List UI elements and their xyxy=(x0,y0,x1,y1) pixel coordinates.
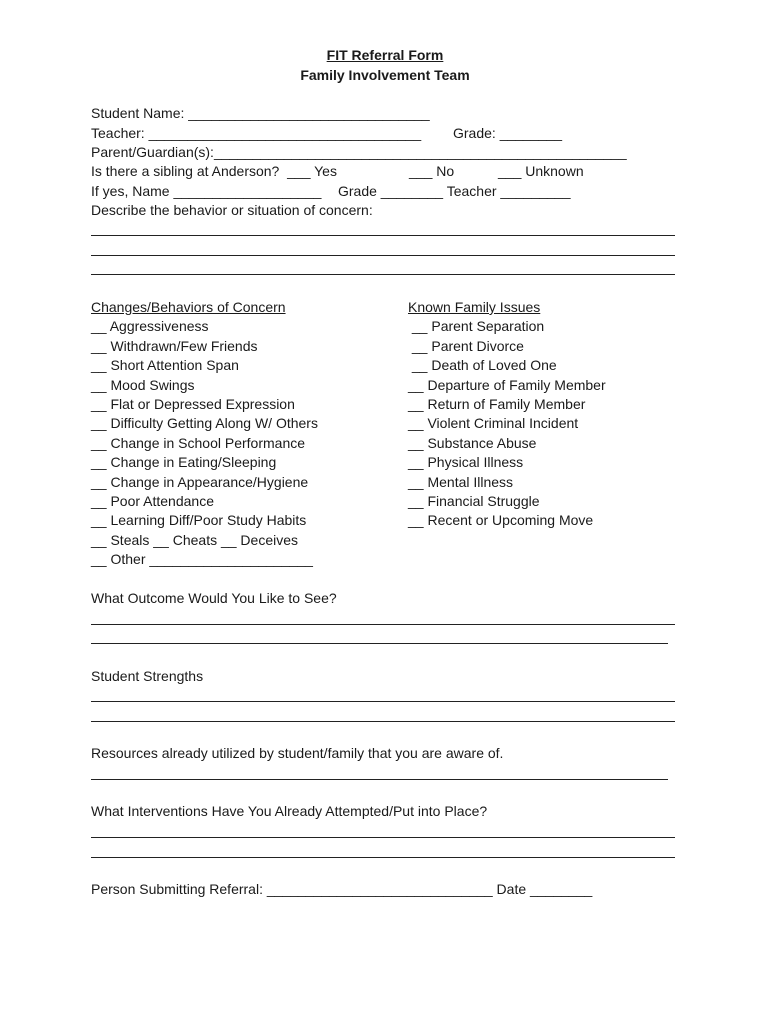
changes-item[interactable]: __ Mood Swings xyxy=(91,377,195,393)
sibling-unknown-option[interactable]: ___ Unknown xyxy=(498,163,584,179)
family-issue-item[interactable]: __ Parent Separation xyxy=(408,318,545,334)
family-issue-item[interactable]: __ Violent Criminal Incident xyxy=(408,415,579,431)
changes-item[interactable]: __ Short Attention Span xyxy=(91,357,239,373)
parent-guardian-field[interactable]: Parent/Guardian(s):_____________________________________________________ xyxy=(91,144,627,160)
changes-item-other[interactable]: __ Other _____________________ xyxy=(91,551,313,567)
outcome-line-2[interactable] xyxy=(91,643,668,644)
describe-line-3[interactable] xyxy=(91,274,675,275)
sibling-grade-teacher-field[interactable]: Grade ________ Teacher _________ xyxy=(338,183,571,199)
changes-item[interactable]: __ Steals __ Cheats __ Deceives xyxy=(91,532,299,548)
resources-question: Resources already utilized by student/family that you are aware of. xyxy=(91,745,504,761)
interventions-question: What Interventions Have You Already Attempted/Put into Place? xyxy=(91,803,488,819)
outcome-question: What Outcome Would You Like to See? xyxy=(91,590,337,606)
family-issues-heading: Known Family Issues xyxy=(408,299,541,315)
family-issue-item[interactable]: __ Substance Abuse xyxy=(408,435,537,451)
interventions-line-1[interactable] xyxy=(91,837,675,838)
changes-item[interactable]: __ Change in Appearance/Hygiene xyxy=(91,474,309,490)
describe-behavior-label: Describe the behavior or situation of concern: xyxy=(91,202,373,218)
changes-heading: Changes/Behaviors of Concern xyxy=(91,299,286,315)
resources-line-1[interactable] xyxy=(91,779,668,780)
changes-item[interactable]: __ Difficulty Getting Along W/ Others xyxy=(91,415,318,431)
family-issue-item[interactable]: __ Parent Divorce xyxy=(408,338,524,354)
changes-item[interactable]: __ Learning Diff/Poor Study Habits xyxy=(91,512,307,528)
family-issue-item[interactable]: __ Recent or Upcoming Move xyxy=(408,512,594,528)
changes-item[interactable]: __ Withdrawn/Few Friends xyxy=(91,338,258,354)
sibling-no-option[interactable]: ___ No xyxy=(409,163,455,179)
changes-item[interactable]: __ Change in School Performance xyxy=(91,435,306,451)
family-issue-item[interactable]: __ Financial Struggle xyxy=(408,493,540,509)
describe-line-1[interactable] xyxy=(91,235,675,236)
changes-item[interactable]: __ Flat or Depressed Expression xyxy=(91,396,295,412)
sibling-question-yes[interactable]: Is there a sibling at Anderson? ___ Yes xyxy=(91,163,337,179)
strengths-line-1[interactable] xyxy=(91,701,675,702)
family-issue-item[interactable]: __ Physical Illness xyxy=(408,454,524,470)
changes-item[interactable]: __ Change in Eating/Sleeping xyxy=(91,454,277,470)
sibling-name-field[interactable]: If yes, Name ___________________ xyxy=(91,183,322,199)
family-issue-item[interactable]: __ Return of Family Member xyxy=(408,396,586,412)
form-subtitle: Family Involvement Team xyxy=(300,67,470,83)
family-issue-item[interactable]: __ Death of Loved One xyxy=(408,357,557,373)
family-issue-item[interactable]: __ Mental Illness xyxy=(408,474,514,490)
person-submitting-date-field[interactable]: Person Submitting Referral: _____________________________ Date ________ xyxy=(91,881,593,897)
strengths-question: Student Strengths xyxy=(91,668,204,684)
strengths-line-2[interactable] xyxy=(91,721,675,722)
grade-field[interactable]: Grade: ________ xyxy=(453,125,562,141)
describe-line-2[interactable] xyxy=(91,255,675,256)
changes-item[interactable]: __ Poor Attendance xyxy=(91,493,214,509)
student-name-field[interactable]: Student Name: _______________________________ xyxy=(91,105,430,121)
form-title: FIT Referral Form xyxy=(326,47,444,63)
interventions-line-2[interactable] xyxy=(91,857,675,858)
family-issue-item[interactable]: __ Departure of Family Member xyxy=(408,377,606,393)
outcome-line-1[interactable] xyxy=(91,624,675,625)
changes-item[interactable]: __ Aggressiveness xyxy=(91,318,209,334)
teacher-field[interactable]: Teacher: ___________________________________ xyxy=(91,125,422,141)
